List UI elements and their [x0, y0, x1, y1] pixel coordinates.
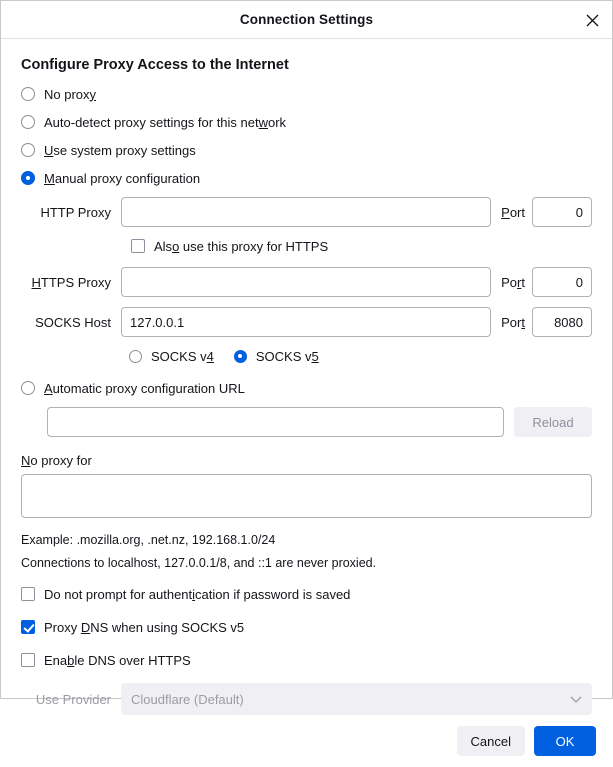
dialog-title: Connection Settings — [239, 12, 374, 27]
ok-button[interactable]: OK — [534, 726, 596, 756]
section-heading: Configure Proxy Access to the Internet — [21, 57, 289, 73]
dialog-content — [1, 39, 612, 715]
radio-indicator-auto-config-url[interactable] — [21, 381, 35, 395]
radio-auto-config-url[interactable] — [21, 379, 592, 397]
https-proxy-label: HTTPS Proxy — [31, 274, 111, 290]
radio-label-manual-config: Manual proxy configuration — [44, 170, 201, 186]
https-port-input[interactable] — [532, 267, 592, 297]
radio-indicator-socks-v4[interactable] — [129, 350, 142, 363]
no-proxy-example: Example: .mozilla.org, .net.nz, 192.168.1.0/24 — [21, 533, 276, 547]
radio-system-proxy[interactable] — [21, 141, 592, 159]
auto-config-url-row — [47, 407, 592, 437]
radio-indicator-manual-config[interactable] — [21, 171, 35, 185]
https-port-label: Port — [501, 274, 525, 290]
also-https-label: Also use this proxy for HTTPS — [154, 238, 329, 254]
radio-label-auto-config-url: Automatic proxy configuration URL — [44, 380, 245, 396]
radio-label-auto-detect: Auto-detect proxy settings for this network — [44, 114, 287, 130]
option-proxy-dns-row[interactable] — [21, 618, 592, 636]
provider-select[interactable] — [121, 683, 592, 715]
also-https-checkbox-row[interactable] — [131, 237, 592, 255]
option-no-auth-prompt-label: Do not prompt for authentication if password is saved — [44, 586, 351, 602]
cancel-button[interactable]: Cancel — [457, 726, 525, 756]
socks-version-group — [129, 347, 592, 365]
dialog-footer — [1, 715, 612, 767]
socks-port-label: Port — [501, 314, 525, 330]
https-proxy-input[interactable] — [121, 267, 491, 297]
chevron-down-icon — [570, 692, 582, 707]
option-doh-checkbox[interactable] — [21, 653, 35, 667]
http-proxy-row — [21, 197, 592, 227]
provider-selected-value: Cloudflare (Default) — [131, 691, 244, 707]
radio-auto-detect[interactable] — [21, 113, 592, 131]
radio-label-system-proxy: Use system proxy settings — [44, 142, 196, 158]
http-port-input[interactable] — [532, 197, 592, 227]
radio-label-no-proxy: No proxy — [44, 86, 97, 102]
radio-indicator-auto-detect[interactable] — [21, 115, 35, 129]
radio-indicator-system-proxy[interactable] — [21, 143, 35, 157]
no-proxy-for-textarea[interactable] — [21, 474, 592, 518]
https-proxy-row — [21, 267, 592, 297]
option-doh-label: Enable DNS over HTTPS — [44, 652, 191, 668]
option-no-auth-prompt-row[interactable] — [21, 585, 592, 603]
radio-label-socks-v5: SOCKS v5 — [255, 348, 319, 364]
auto-config-url-input[interactable] — [47, 407, 504, 437]
provider-row — [21, 683, 592, 715]
http-proxy-label: HTTP Proxy — [40, 204, 111, 220]
provider-label: Use Provider — [35, 691, 111, 707]
no-proxy-note: Connections to localhost, 127.0.0.1/8, and ::1 are never proxied. — [21, 556, 377, 570]
option-proxy-dns-checkbox[interactable] — [21, 620, 35, 634]
socks-port-input[interactable] — [532, 307, 592, 337]
radio-indicator-socks-v5[interactable] — [234, 350, 247, 363]
option-no-auth-prompt-checkbox[interactable] — [21, 587, 35, 601]
option-doh-row[interactable] — [21, 651, 592, 669]
radio-manual-config[interactable] — [21, 169, 592, 187]
no-proxy-for-label: No proxy for — [21, 453, 92, 468]
radio-label-socks-v4: SOCKS v4 — [151, 348, 214, 364]
socks-host-row — [21, 307, 592, 337]
also-https-checkbox[interactable] — [131, 239, 145, 253]
http-proxy-input[interactable] — [121, 197, 491, 227]
option-proxy-dns-label: Proxy DNS when using SOCKS v5 — [44, 619, 245, 635]
close-icon[interactable] — [580, 8, 604, 32]
dialog-titlebar — [1, 1, 612, 39]
socks-host-input[interactable] — [121, 307, 491, 337]
radio-indicator-no-proxy[interactable] — [21, 87, 35, 101]
socks-host-label: SOCKS Host — [35, 314, 111, 330]
radio-no-proxy[interactable] — [21, 85, 592, 103]
reload-button[interactable]: Reload — [514, 407, 592, 437]
http-port-label: Port — [501, 204, 525, 220]
